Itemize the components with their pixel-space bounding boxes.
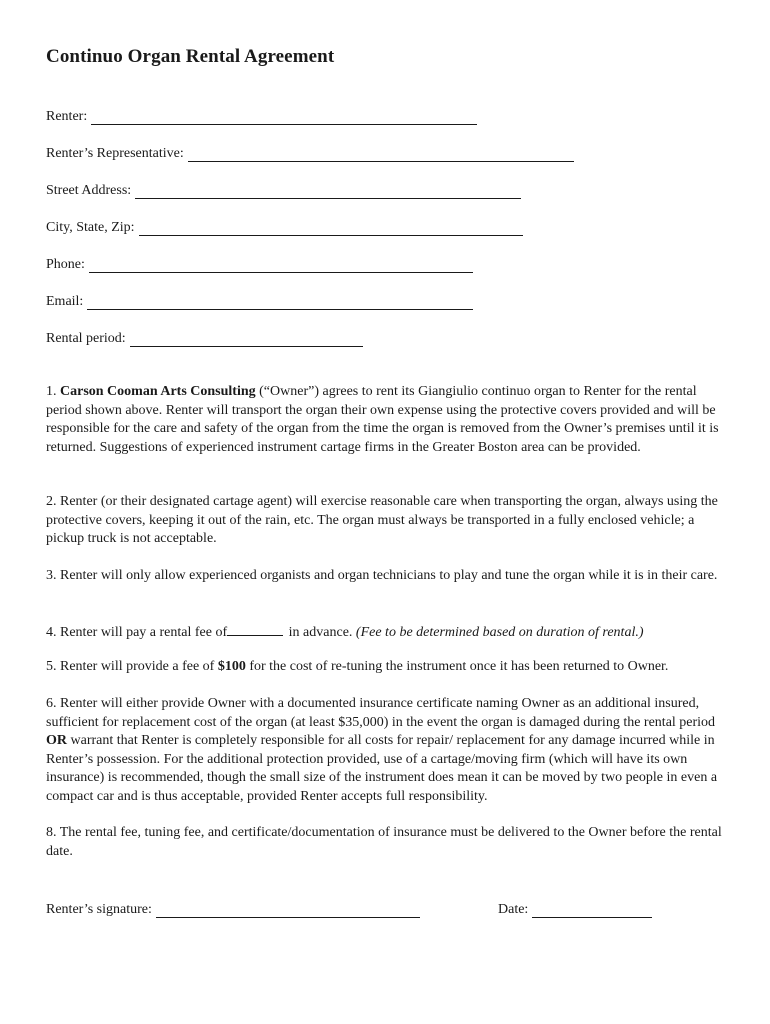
date-field — [498, 898, 652, 918]
clause-4-note: (Fee to be determined based on duration of rental.) — [355, 625, 644, 640]
clause-2-text: 2. Renter (or their designated cartage agent) will exercise reasonable care when transporting the organ, always using the protective covers, keeping it out of the rain, etc. The organ must always be transported in a fully enclosed vehicle; a pickup truck is not acceptable. — [46, 494, 718, 546]
rental-period-field — [46, 327, 363, 347]
clause-4-text-after: in advance. — [288, 625, 353, 640]
renter-field — [46, 105, 477, 125]
clause-5 — [46, 658, 730, 677]
clause-6-or: OR — [46, 733, 67, 748]
date-line[interactable] — [532, 903, 652, 918]
owner-name: Carson Cooman Arts Consulting — [60, 384, 256, 399]
rental-fee-blank[interactable] — [227, 622, 283, 636]
clause-6 — [46, 695, 730, 806]
email-label: Email: — [46, 294, 84, 309]
clause-5-text-before: 5. Renter will provide a fee of — [46, 659, 215, 674]
email-field — [46, 290, 473, 310]
representative-input-line[interactable] — [188, 147, 574, 162]
clause-2 — [46, 493, 730, 549]
clause-8 — [46, 824, 730, 861]
clause-6-text-part1: 6. Renter will either provide Owner with a documented insurance certificate naming Owner as an additional insured, sufficient for replacement cost of the organ (at least $35,000) in the event the organ is damaged during the rental period — [46, 696, 716, 730]
city-state-zip-field — [46, 216, 523, 236]
clause-4 — [46, 622, 730, 643]
street-address-input-line[interactable] — [135, 184, 521, 199]
clause-6-text-part2: warrant that Renter is completely responsible for all costs for repair/ replacement for any damage incurred while in Renter’s possession. For the additional protection provided, use of a cartage/moving firm (which will have its own insurance) is recommended, though the small size of the instrument does mean it can be moved by two people in even a compact car and is thus acceptable, provided Renter accepts full responsibility. — [46, 733, 718, 804]
signature-row — [46, 898, 730, 920]
city-state-zip-label: City, State, Zip: — [46, 220, 135, 235]
rental-period-input-line[interactable] — [130, 332, 363, 347]
clause-3-text: 3. Renter will only allow experienced organists and organ technicians to play and tune the organ while it is in their care. — [46, 568, 718, 583]
clause-1-number: 1. — [46, 384, 57, 399]
renter-signature-label: Renter’s signature: — [46, 902, 152, 917]
clause-5-text-after: for the cost of re-tuning the instrument once it has been returned to Owner. — [249, 659, 669, 674]
representative-field — [46, 142, 574, 162]
renter-signature-field — [46, 898, 420, 918]
renter-signature-line[interactable] — [156, 903, 420, 918]
representative-label: Renter’s Representative: — [46, 146, 184, 161]
street-address-field — [46, 179, 521, 199]
clause-1 — [46, 383, 730, 457]
renter-label: Renter: — [46, 109, 88, 124]
tuning-fee-amount: $100 — [217, 659, 246, 674]
phone-label: Phone: — [46, 257, 85, 272]
city-state-zip-input-line[interactable] — [139, 221, 523, 236]
clause-8-text: 8. The rental fee, tuning fee, and certificate/documentation of insurance must be delivered to the Owner before the rental date. — [46, 825, 722, 859]
clause-4-text-before: 4. Renter will pay a rental fee of — [46, 625, 228, 640]
email-input-line[interactable] — [87, 295, 473, 310]
document-title: Continuo Organ Rental Agreement — [46, 46, 335, 67]
clause-1-text: (“Owner”) agrees to rent its Giangiulio continuo organ to Renter for the rental period shown above. Renter will transport the organ their own expense using the protective covers provided and will be responsible for the care and safety of the organ from the time the organ is removed from the Owner’s premises until it is returned. Suggestions of experienced instrument cartage firms in the Greater Boston area can be provided. — [46, 384, 719, 455]
rental-period-label: Rental period: — [46, 331, 126, 346]
phone-field — [46, 253, 473, 273]
street-address-label: Street Address: — [46, 183, 132, 198]
date-label: Date: — [498, 902, 529, 917]
renter-input-line[interactable] — [91, 110, 477, 125]
clause-3 — [46, 567, 730, 586]
phone-input-line[interactable] — [89, 258, 473, 273]
